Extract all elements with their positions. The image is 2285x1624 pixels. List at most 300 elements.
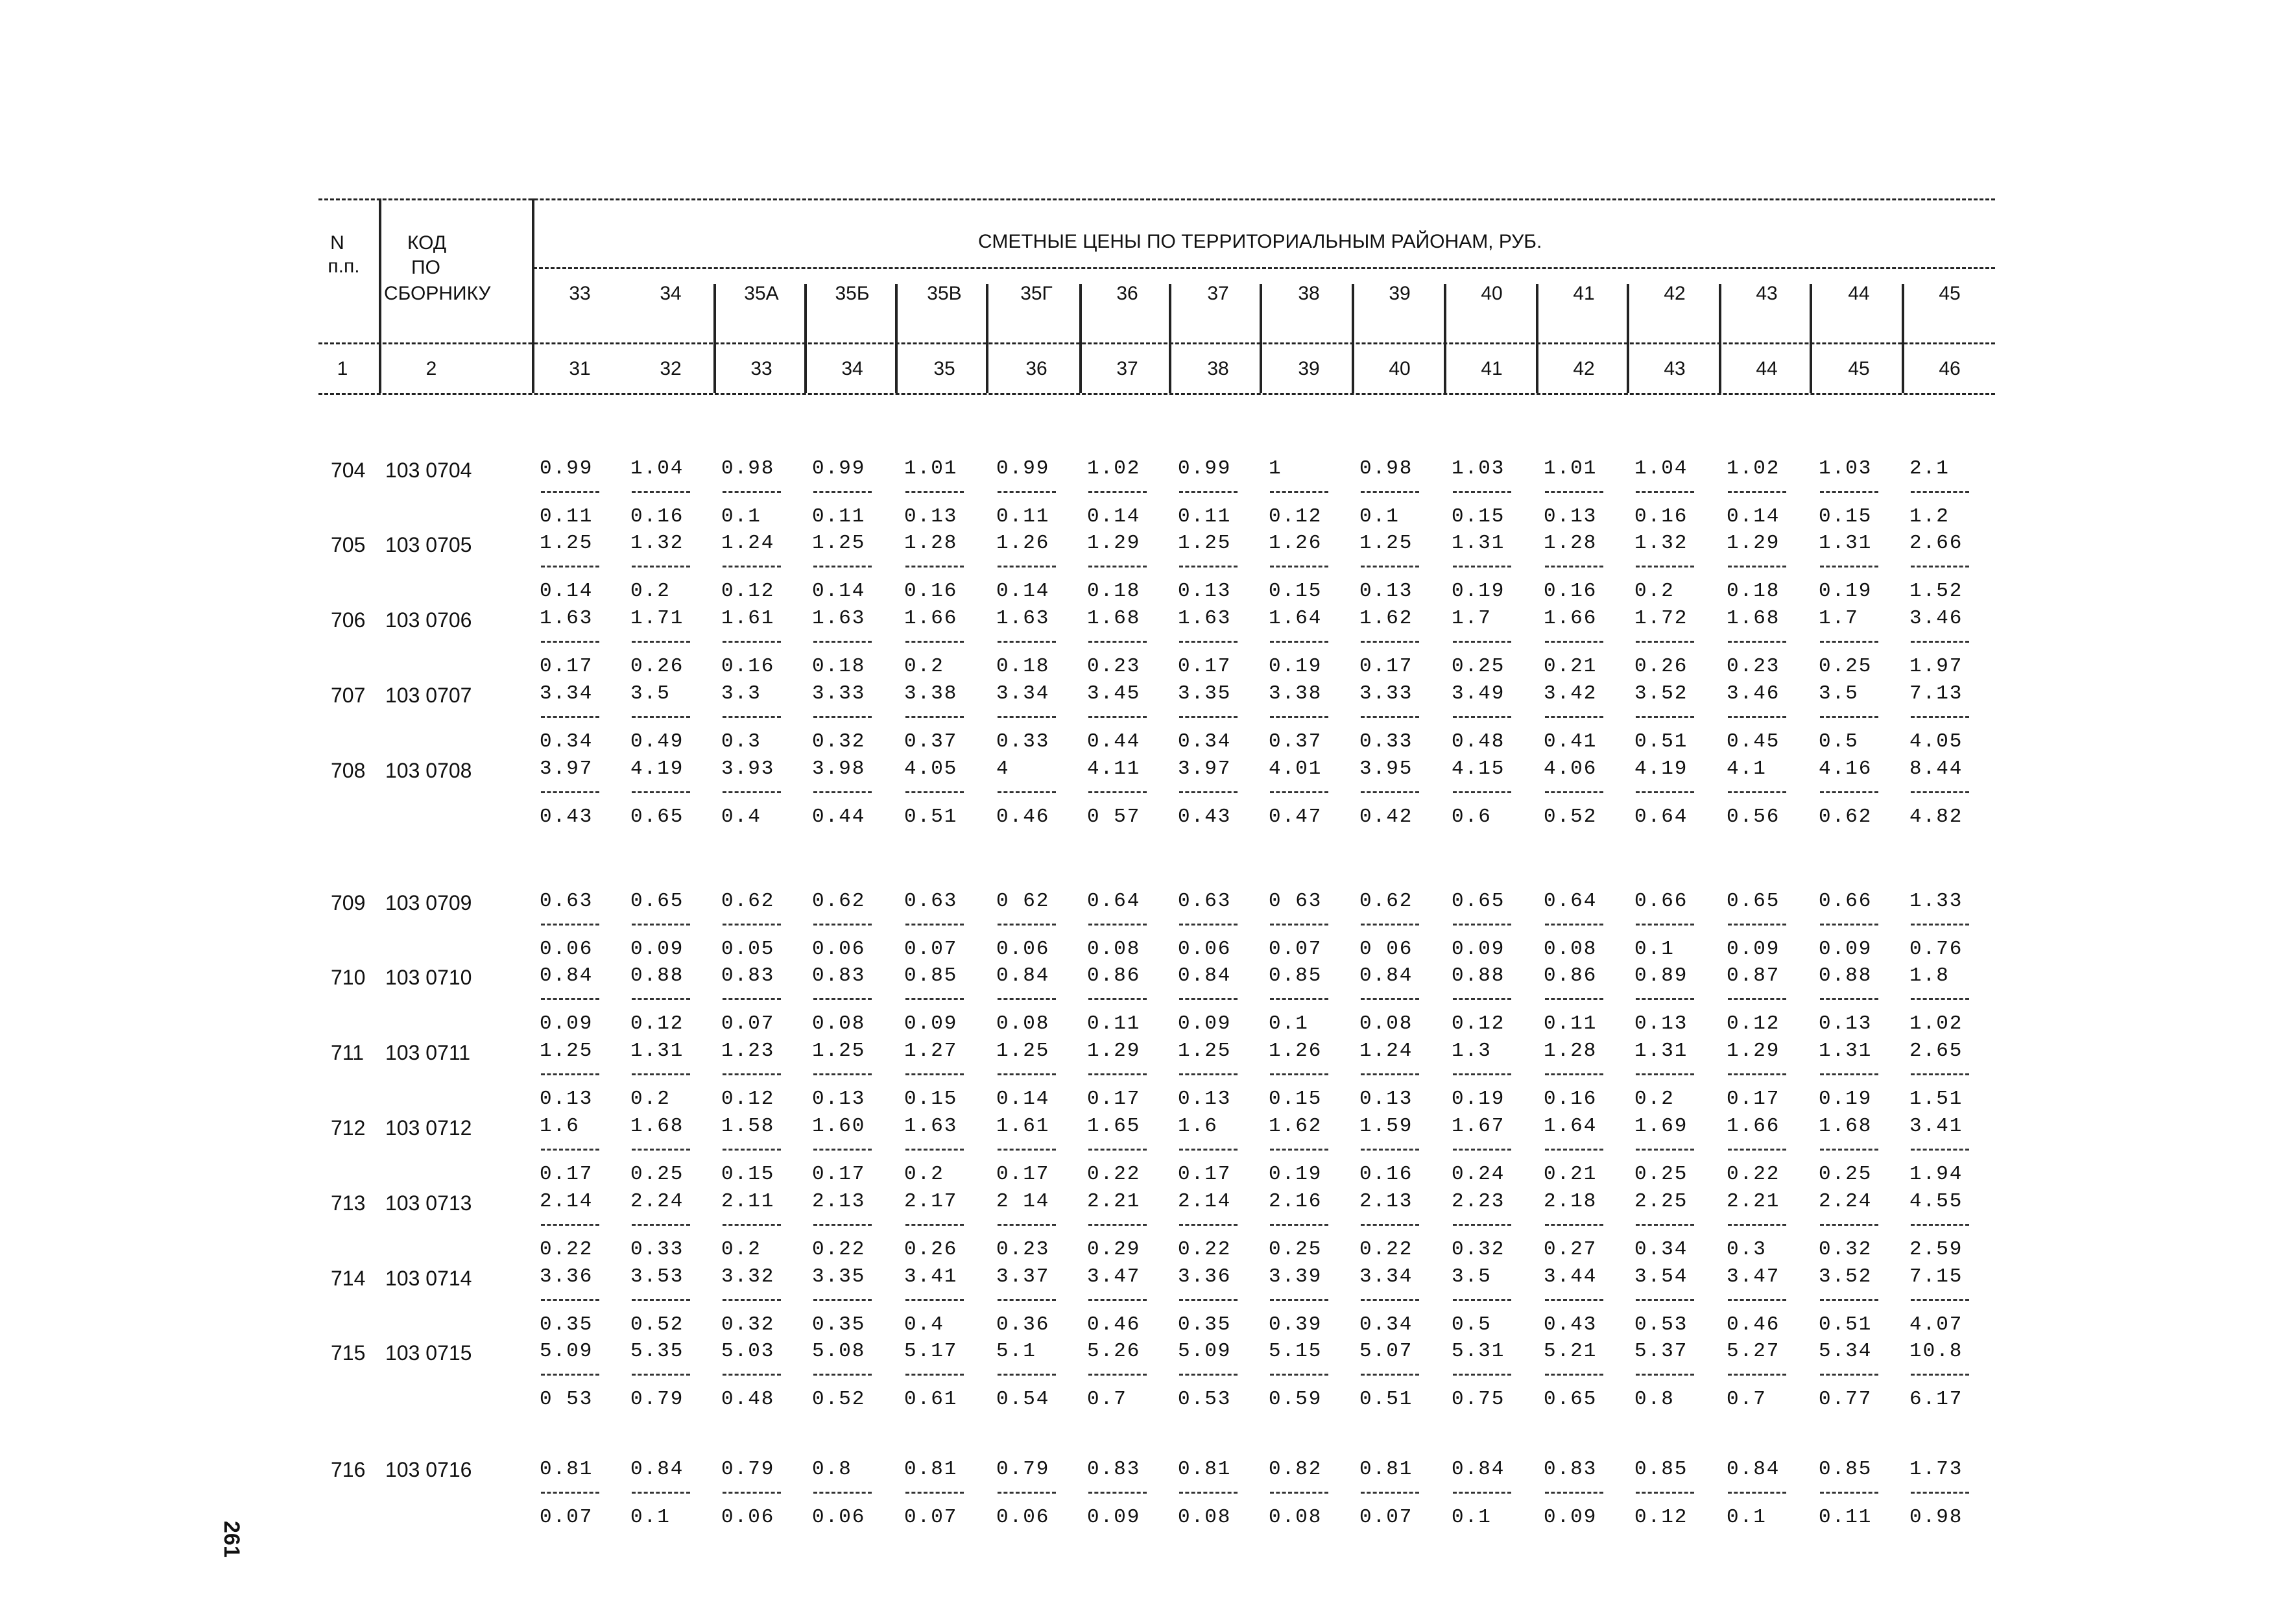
price-subvalue: 0.1 [1359,505,1400,528]
price-subvalue: 0.32 [721,1313,775,1336]
price-value: 3.35 [1178,682,1232,705]
price-subvalue: 0.16 [721,655,775,678]
fraction-line [813,1299,872,1301]
column-number-0: 1 [337,358,348,379]
price-subvalue: 0.19 [1269,1163,1322,1186]
price-subvalue: 0.98 [1909,1506,1963,1529]
price-value: 4.01 [1269,758,1322,780]
price-subvalue: 0.13 [1634,1012,1688,1035]
price-subvalue: 0.14 [1087,505,1141,528]
price-subvalue: 0.65 [1544,1388,1597,1411]
price-subvalue: 0.15 [1269,580,1322,603]
fraction-line [1453,641,1511,643]
price-value: 1.04 [1634,457,1688,480]
price-subvalue: 0.52 [1544,806,1597,828]
price-value: 3.47 [1727,1265,1780,1288]
price-value: 3.3 [721,682,761,705]
price-value: 1.66 [1727,1115,1780,1138]
price-subvalue: 0.2 [1634,580,1675,603]
fraction-line [1361,491,1419,493]
fraction-line [1911,641,1969,643]
district-header-9: 39 [1389,283,1411,304]
fraction-line [1820,491,1878,493]
price-subvalue: 0.2 [904,655,944,678]
price-value: 3.93 [721,758,775,780]
row-number: 708 [331,759,366,782]
price-value: 1.32 [1634,532,1688,555]
price-value: 2.66 [1909,532,1963,555]
district-header-2: 35А [744,283,779,304]
price-subvalue: 0.34 [1178,730,1232,753]
price-subvalue: 0.25 [1634,1163,1688,1186]
price-value: 0 63 [1269,890,1322,913]
price-subvalue: 0.13 [1178,580,1232,603]
fraction-line [1728,1299,1786,1301]
district-header-0: 33 [569,283,591,304]
fraction-line [1820,566,1878,567]
price-value: 0.84 [540,964,593,987]
fraction-line [1179,1492,1238,1494]
fraction-line [813,566,872,567]
fraction-line [905,998,964,1000]
column-number-3: 32 [660,358,682,379]
price-subvalue: 0.16 [1634,505,1688,528]
fraction-line [632,716,690,718]
price-value: 1.25 [812,1040,866,1062]
fraction-line [1270,1299,1328,1301]
price-subvalue: 0.09 [630,938,684,961]
price-value: 0.85 [1819,1458,1872,1481]
price-value: 0.99 [996,457,1050,480]
price-value: 1.25 [1178,532,1232,555]
price-value: 5.09 [1178,1340,1232,1363]
fraction-line [723,641,781,643]
fraction-line [1453,1374,1511,1376]
fraction-line [1911,924,1969,925]
price-subvalue: 0.13 [812,1088,866,1110]
price-value: 0.99 [1178,457,1232,480]
fraction-line [1911,1299,1969,1301]
fraction-line [541,1299,599,1301]
price-value: 1.31 [630,1040,684,1062]
price-subvalue: 0.48 [1452,730,1505,753]
fraction-line [1088,716,1147,718]
fraction-line [813,1492,872,1494]
fraction-line [723,998,781,1000]
row-code: 103 0704 [385,459,472,482]
price-subvalue: 0 06 [1359,938,1413,961]
price-value: 0.83 [812,964,866,987]
price-subvalue: 0.14 [540,580,593,603]
price-value: 0.88 [630,964,684,987]
fraction-line [1911,1073,1969,1075]
price-value: 2.21 [1727,1190,1780,1213]
fraction-line [1911,716,1969,718]
price-value: 3.33 [812,682,866,705]
price-value: 4.1 [1727,758,1767,780]
price-subvalue: 0.17 [540,655,593,678]
col-code-label-3: СБОРНИКУ [384,283,491,304]
price-subvalue: 0.12 [1452,1012,1505,1035]
fraction-line [541,791,599,793]
fraction-line [541,491,599,493]
fraction-line [813,641,872,643]
price-value: 0.83 [721,964,775,987]
price-value: 1.01 [904,457,958,480]
fraction-line [723,1374,781,1376]
price-subvalue: 0.05 [721,938,775,961]
price-value: 1.26 [1269,532,1322,555]
fraction-line [1088,1224,1147,1226]
price-value: 1.29 [1087,532,1141,555]
price-subvalue: 0.19 [1819,1088,1872,1110]
price-subvalue: 0.08 [1269,1506,1322,1529]
price-value: 0.62 [721,890,775,913]
price-value: 0.99 [812,457,866,480]
price-subvalue: 0.07 [904,938,958,961]
price-subvalue: 0.07 [904,1506,958,1529]
price-subvalue: 1.2 [1909,505,1950,528]
price-value: 0.81 [540,1458,593,1481]
price-subvalue: 0.12 [1634,1506,1688,1529]
price-subvalue: 0.51 [904,806,958,828]
fraction-line [541,566,599,567]
price-subvalue: 0.06 [996,938,1050,961]
price-value: 5.26 [1087,1340,1141,1363]
price-subvalue: 0.22 [812,1238,866,1261]
price-subvalue: 0.33 [1359,730,1413,753]
price-value: 4.11 [1087,758,1141,780]
price-subvalue: 0.15 [721,1163,775,1186]
price-value: 1.8 [1909,964,1950,987]
fraction-line [1361,1149,1419,1151]
price-subvalue: 0.56 [1727,806,1780,828]
fraction-line [905,791,964,793]
fraction-line [813,998,872,1000]
price-subvalue: 0.18 [996,655,1050,678]
fraction-line [998,1374,1056,1376]
price-value: 1.04 [630,457,684,480]
price-subvalue: 0.33 [996,730,1050,753]
price-value: 3.39 [1269,1265,1322,1288]
price-value: 1.72 [1634,607,1688,630]
row-number: 711 [331,1041,365,1064]
fraction-line [541,716,599,718]
price-value: 0.85 [1269,964,1322,987]
fraction-line [632,566,690,567]
price-value: 2.13 [812,1190,866,1213]
price-value: 1.63 [812,607,866,630]
price-value: 3.32 [721,1265,775,1288]
price-value: 0.63 [540,890,593,913]
column-number-15: 44 [1756,358,1778,379]
price-value: 1.63 [540,607,593,630]
fraction-line [1270,641,1328,643]
fraction-line [1270,1073,1328,1075]
price-value: 4.16 [1819,758,1872,780]
price-subvalue: 0.49 [630,730,684,753]
fraction-line [1270,1224,1328,1226]
fraction-line [813,1073,872,1075]
price-value: 0.79 [996,1458,1050,1481]
price-value: 1.25 [1359,532,1413,555]
col-num-label-2: п.п. [328,256,360,277]
price-subvalue: 0.77 [1819,1388,1872,1411]
fraction-line [1270,791,1328,793]
column-number-16: 45 [1848,358,1870,379]
price-subvalue: 0.52 [812,1388,866,1411]
row-code: 103 0710 [385,966,472,989]
price-subvalue: 0.12 [721,1088,775,1110]
price-value: 0.88 [1452,964,1505,987]
price-subvalue: 0.33 [630,1238,684,1261]
column-number-8: 37 [1116,358,1138,379]
price-subvalue: 0.32 [1819,1238,1872,1261]
price-value: 2.21 [1087,1190,1141,1213]
price-subvalue: 0.25 [1819,655,1872,678]
price-value: 2.18 [1544,1190,1597,1213]
price-subvalue: 0.23 [1087,655,1141,678]
price-value: 1.25 [540,1040,593,1062]
price-value: 5.09 [540,1340,593,1363]
price-subvalue: 0.59 [1269,1388,1322,1411]
header-title: СМЕТНЫЕ ЦЕНЫ ПО ТЕРРИТОРИАЛЬНЫМ РАЙОНАМ, РУБ. [978,231,1542,252]
fraction-line [1453,998,1511,1000]
price-subvalue: 0.08 [996,1012,1050,1035]
price-value: 1.64 [1269,607,1322,630]
price-subvalue: 0.17 [1178,1163,1232,1186]
fraction-line [632,1492,690,1494]
price-subvalue: 0.19 [1452,1088,1505,1110]
price-subvalue: 0.51 [1819,1313,1872,1336]
fraction-line [1636,1073,1694,1075]
price-value: 0.66 [1819,890,1872,913]
row-code: 103 0705 [385,533,472,556]
fraction-line [1270,1492,1328,1494]
row-number: 714 [331,1267,366,1290]
price-subvalue: 0.25 [1269,1238,1322,1261]
price-value: 5.34 [1819,1340,1872,1363]
price-subvalue: 0.61 [904,1388,958,1411]
fraction-line [1636,791,1694,793]
price-value: 0.98 [721,457,775,480]
price-subvalue: 0.42 [1359,806,1413,828]
district-header-10: 40 [1481,283,1503,304]
col-code-label-2: ПО [411,257,440,278]
price-value: 3.44 [1544,1265,1597,1288]
price-value: 1.68 [1727,607,1780,630]
price-subvalue: 0.17 [1178,655,1232,678]
fraction-line [1453,716,1511,718]
price-subvalue: 0.23 [1727,655,1780,678]
price-value: 3.97 [540,758,593,780]
price-value: 3.36 [1178,1265,1232,1288]
price-value: 2.14 [540,1190,593,1213]
fraction-line [905,491,964,493]
price-value: 0.98 [1359,457,1413,480]
price-subvalue: 0.06 [996,1506,1050,1529]
price-subvalue: 0.53 [1178,1388,1232,1411]
fraction-line [1911,791,1969,793]
fraction-line [1270,1149,1328,1151]
price-subvalue: 0.18 [812,655,866,678]
row-code: 103 0715 [385,1341,472,1365]
price-value: 1.25 [1178,1040,1232,1062]
fraction-line [1088,641,1147,643]
price-value: 2.1 [1909,457,1950,480]
price-subvalue: 0.16 [904,580,958,603]
price-value: 4.15 [1452,758,1505,780]
header-mid-rule [533,267,1995,269]
fraction-line [1911,1224,1969,1226]
price-value: 3.5 [1819,682,1859,705]
price-value: 0.66 [1634,890,1688,913]
fraction-line [1088,791,1147,793]
fraction-line [998,1149,1056,1151]
fraction-line [998,791,1056,793]
price-subvalue: 0.35 [540,1313,593,1336]
price-subvalue: 0.13 [1819,1012,1872,1035]
district-divider [1444,284,1446,393]
price-subvalue: 0.11 [1544,1012,1597,1035]
price-value: 1.64 [1544,1115,1597,1138]
price-subvalue: 0.07 [1269,938,1322,961]
fraction-line [1088,1299,1147,1301]
price-subvalue: 1.52 [1909,580,1963,603]
price-subvalue: 0.1 [1727,1506,1767,1529]
fraction-line [1820,641,1878,643]
fraction-line [1636,924,1694,925]
row-number: 716 [331,1458,366,1481]
price-value: 1.27 [904,1040,958,1062]
column-number-6: 35 [933,358,955,379]
fraction-line [723,791,781,793]
fraction-line [998,1224,1056,1226]
fraction-line [1545,924,1603,925]
fraction-line [1088,924,1147,925]
fraction-line [998,1492,1056,1494]
price-subvalue: 0.1 [721,505,761,528]
fraction-line [1820,924,1878,925]
price-value: 1.62 [1359,607,1413,630]
row-code: 103 0714 [385,1267,472,1290]
price-subvalue: 0.16 [630,505,684,528]
price-subvalue: 0.11 [812,505,866,528]
price-value: 1.65 [1087,1115,1141,1138]
district-header-12: 42 [1664,283,1686,304]
price-value: 1.33 [1909,890,1963,913]
district-divider [1079,284,1082,393]
price-value: 0.82 [1269,1458,1322,1481]
price-subvalue: 0.44 [1087,730,1141,753]
price-value: 1.67 [1452,1115,1505,1138]
price-subvalue: 0.5 [1819,730,1859,753]
fraction-line [905,716,964,718]
price-value: 3.34 [540,682,593,705]
price-subvalue: 0.11 [996,505,1050,528]
price-value: 0.65 [1727,890,1780,913]
fraction-line [1545,1149,1603,1151]
fraction-line [1911,491,1969,493]
price-subvalue: 0.06 [812,938,866,961]
price-subvalue: 0.1 [1269,1012,1309,1035]
fraction-line [813,716,872,718]
price-subvalue: 0.2 [630,580,671,603]
price-subvalue: 0.15 [1269,1088,1322,1110]
price-subvalue: 0.17 [1087,1088,1141,1110]
row-number: 705 [331,533,366,556]
price-value: 0.81 [904,1458,958,1481]
price-value: 1.29 [1727,532,1780,555]
price-value: 2.65 [1909,1040,1963,1062]
column-number-5: 34 [841,358,863,379]
fraction-line [1088,1073,1147,1075]
price-value: 1.03 [1452,457,1505,480]
price-subvalue: 0.19 [1269,655,1322,678]
price-subvalue: 0.21 [1544,655,1597,678]
fraction-line [1820,1299,1878,1301]
price-subvalue: 0.5 [1452,1313,1492,1336]
fraction-line [1545,491,1603,493]
price-subvalue: 0.14 [812,580,866,603]
fraction-line [1545,1492,1603,1494]
fraction-line [905,1492,964,1494]
fraction-line [905,1073,964,1075]
price-subvalue: 0.1 [630,1506,671,1529]
fraction-line [1545,1299,1603,1301]
page-number: 261 [219,1521,244,1558]
row-code: 103 0711 [385,1041,471,1064]
fraction-line [632,1149,690,1151]
price-value: 3.47 [1087,1265,1141,1288]
fraction-line [1820,1374,1878,1376]
price-value: 3.34 [996,682,1050,705]
fraction-line [813,491,872,493]
fraction-line [1545,641,1603,643]
price-subvalue: 0.45 [1727,730,1780,753]
price-value: 5.17 [904,1340,958,1363]
fraction-line [1820,1492,1878,1494]
price-subvalue: 0.06 [540,938,593,961]
price-subvalue: 0.09 [1819,938,1872,961]
fraction-line [541,1492,599,1494]
price-subvalue: 0.22 [1087,1163,1141,1186]
price-subvalue: 0.12 [721,580,775,603]
fraction-line [1636,491,1694,493]
price-subvalue: 0.26 [904,1238,958,1261]
fraction-line [905,1374,964,1376]
price-value: 3.52 [1819,1265,1872,1288]
fraction-line [632,924,690,925]
price-value: 1.68 [630,1115,684,1138]
price-subvalue: 1.02 [1909,1012,1963,1035]
price-value: 1.7 [1452,607,1492,630]
fraction-line [1361,716,1419,718]
district-header-15: 45 [1939,283,1961,304]
price-value: 2.11 [721,1190,775,1213]
price-value: 0.89 [1634,964,1688,987]
price-value: 1.26 [996,532,1050,555]
fraction-line [723,1073,781,1075]
price-subvalue: 0.08 [1087,938,1141,961]
price-value: 0.64 [1544,890,1597,913]
row-code: 103 0713 [385,1191,472,1215]
fraction-line [813,791,872,793]
price-subvalue: 4.05 [1909,730,1963,753]
fraction-line [998,1073,1056,1075]
price-value: 0.63 [904,890,958,913]
price-subvalue: 0.8 [1634,1388,1675,1411]
